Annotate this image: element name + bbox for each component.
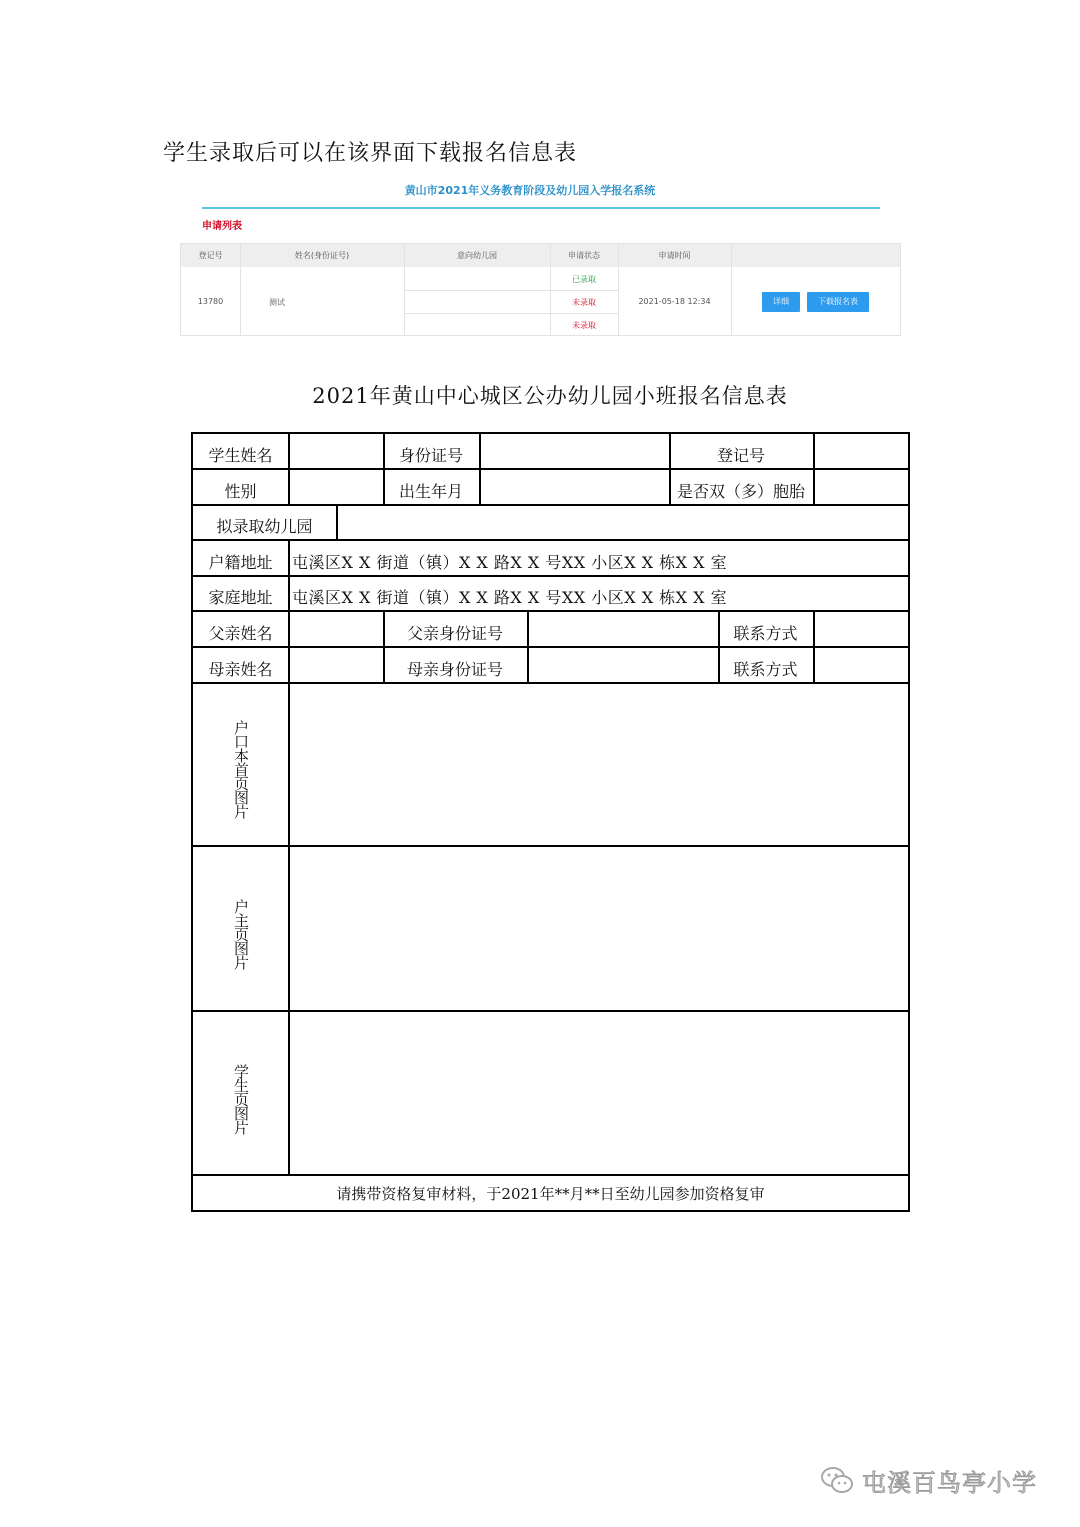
system-title: 黄山市2021年义务教育阶段及幼儿园入学报名系统 xyxy=(404,184,656,197)
application-list-label: 申请列表 xyxy=(202,221,242,232)
watermark-text: 屯溪百鸟亭小学 xyxy=(862,1468,1037,1497)
label-father-name: 父亲姓名 xyxy=(208,624,273,643)
label-birth-month: 出生年月 xyxy=(398,482,463,501)
system-screenshot xyxy=(180,176,902,336)
home-address-value: 屯溪区X X 街道（镇）X X 路X X 号XX 小区X X 栋X X 室 xyxy=(292,588,728,607)
page-caption: 学生录取后可以在该界面下载报名信息表 xyxy=(163,141,578,166)
row-reg-no: 13780 xyxy=(197,297,224,306)
detail-button[interactable]: 详细 xyxy=(762,292,800,312)
label-home-address: 家庭地址 xyxy=(208,588,273,607)
label-householder-photo: 户主页图片 xyxy=(232,899,250,969)
label-student-name: 学生姓名 xyxy=(208,446,273,465)
download-form-button[interactable]: 下载报名表 xyxy=(807,292,869,312)
watermark xyxy=(820,1460,1037,1500)
table-header xyxy=(181,244,900,267)
status-rejected: 未录取 xyxy=(572,321,596,330)
row-time: 2021-05-18 12:34 xyxy=(638,297,711,306)
label-gender: 性别 xyxy=(224,482,257,501)
label-mother-name: 母亲姓名 xyxy=(208,660,273,679)
col-time: 申请时间 xyxy=(658,251,691,260)
registration-form xyxy=(191,432,910,1212)
form-footer-note: 请携带资格复审材料，于2021年**月**日至幼儿园参加资格复审 xyxy=(336,1185,765,1203)
form-title: 2021年黄山中心城区公办幼儿园小班报名信息表 xyxy=(312,384,788,408)
col-name: 姓名(身份证号) xyxy=(294,251,350,260)
label-father-id: 父亲身份证号 xyxy=(406,624,503,643)
status-rejected: 未录取 xyxy=(572,298,596,307)
label-hukou-photo: 户口本首页图片 xyxy=(232,720,250,818)
title-divider xyxy=(202,207,880,209)
col-reg-no: 登记号 xyxy=(198,251,223,260)
label-household-address: 户籍地址 xyxy=(208,553,273,572)
status-admitted: 已录取 xyxy=(572,275,596,284)
label-twins: 是否双（多）胞胎 xyxy=(676,482,805,501)
label-reg-no: 登记号 xyxy=(716,446,765,465)
row-name: 测试 xyxy=(269,298,285,307)
col-kindergarten: 意向幼儿园 xyxy=(457,251,497,260)
label-id-number: 身份证号 xyxy=(398,446,463,465)
label-contact: 联系方式 xyxy=(733,624,798,643)
label-kindergarten: 拟录取幼儿园 xyxy=(216,517,313,536)
application-table xyxy=(180,243,901,336)
col-status: 申请状态 xyxy=(568,251,600,260)
label-student-photo: 学生页图片 xyxy=(232,1064,250,1134)
label-mother-id: 母亲身份证号 xyxy=(406,660,503,679)
label-contact: 联系方式 xyxy=(733,660,798,679)
wechat-icon xyxy=(820,1465,854,1495)
household-address-value: 屯溪区X X 街道（镇）X X 路X X 号XX 小区X X 栋X X 室 xyxy=(292,553,728,572)
